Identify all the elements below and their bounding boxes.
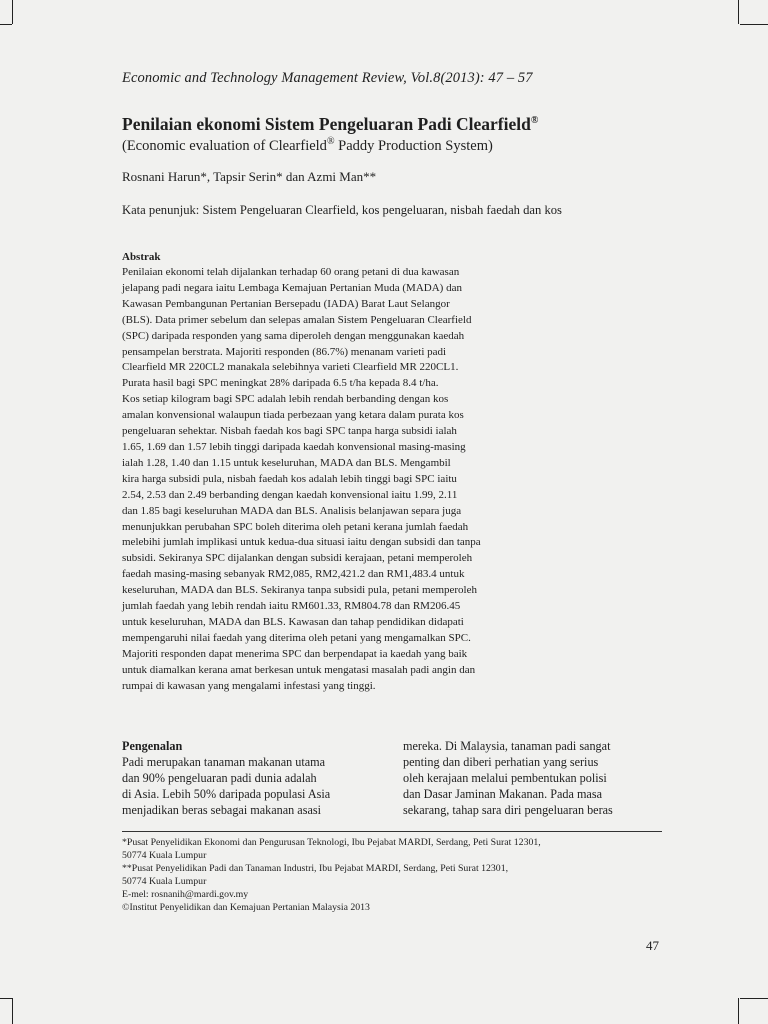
intro-right-column [403,738,663,818]
abstract-line: jelapang padi negara iaitu Lembaga Kemajuan Pertanian Muda (MADA) dan [122,281,462,294]
intro-line: sekarang, tahap sara diri pengeluaran beras [403,803,613,817]
abstract-line: kira harga subsidi pula, nisbah faedah kos adalah lebih tinggi bagi SPC iaitu [122,472,457,485]
intro-line: mereka. Di Malaysia, tanaman padi sangat [403,739,611,753]
intro-line: penting dan diberi perhatian yang serius [403,755,599,769]
article-subtitle [122,136,682,155]
abstract-line: Purata hasil bagi SPC meningkat 28% daripada 6.5 t/ha kepada 8.4 t/ha. [122,377,439,390]
crop-mark [0,998,12,999]
abstract-line: Penilaian ekonomi telah dijalankan terhadap 60 orang petani di dua kawasan [122,266,460,278]
abstract-line: Clearfield MR 220CL2 manakala selebihnya varieti Clearfield MR 220CL1. [122,361,459,374]
authors: Rosnani Harun*, Tapsir Serin* dan Azmi Man** [122,169,377,184]
intro-line: dan Dasar Jaminan Makanan. Pada masa [403,787,602,801]
article-title [122,114,682,135]
intro-line: oleh kerajaan melalui pembentukan polisi [403,771,607,785]
abstract-line: Kawasan Pembangunan Pertanian Bersepadu (IADA) Barat Laut Selangor [122,297,450,310]
footnote-email: E-mel: rosnanih@mardi.gov.my [122,889,249,900]
footnotes [122,836,662,914]
abstract-line: menunjukkan perubahan SPC boleh diterima oleh petani kerana jumlah faedah [122,520,469,533]
crop-mark [740,998,768,999]
footnote-divider [122,831,662,832]
crop-mark [738,0,739,24]
abstract-line: jumlah faedah yang lebih rendah iaitu RM601.33, RM804.78 dan RM206.45 [122,600,461,613]
intro-line: menjadikan beras sebagai makanan asasi [122,803,321,817]
crop-mark [0,24,12,25]
footnote-line: 50774 Kuala Lumpur [122,876,207,887]
subtitle-text-before: (Economic evaluation of Clearfield [122,137,327,154]
page-number: 47 [646,938,659,953]
title-text: Penilaian ekonomi Sistem Pengeluaran Padi Clearfield [122,114,531,134]
abstract-line: (BLS). Data primer sebelum dan selepas amalan Sistem Pengeluaran Clearfield [122,313,472,326]
abstract-body [122,265,562,694]
abstract-line: untuk diamalkan kerana amat berkesan untuk mengatasi masalah padi angin dan [122,663,476,676]
abstract-line: untuk keseluruhan, MADA dan BLS. Kawasan dan tahap pendidikan didapati [122,615,464,628]
abstract-line: ialah 1.28, 1.40 dan 1.15 untuk keseluruhan, MADA dan BLS. Mengambil [122,456,451,469]
registered-mark: ® [530,115,539,127]
crop-mark [12,998,13,1024]
abstract-line: subsidi. Sekiranya SPC dijalankan dengan subsidi kerajaan, petani memperoleh [122,552,473,565]
abstract-line: dan 1.85 bagi keseluruhan MADA dan BLS. Analisis belanjawan separa juga [122,504,462,517]
abstract-line: pengeluaran sehektar. Nisbah faedah kos bagi SPC tanpa harga subsidi ialah [122,425,457,438]
intro-line: di Asia. Lebih 50% daripada populasi Asia [122,787,331,801]
abstract-line: (SPC) daripada responden yang sama diperoleh dengan menggunakan kaedah [122,329,465,342]
intro-line: dan 90% pengeluaran padi dunia adalah [122,771,317,785]
footnote-line: **Pusat Penyelidikan Padi dan Tanaman Industri, Ibu Pejabat MARDI, Serdang, Peti Surat 12301, [122,863,509,874]
abstract-line: mempengaruhi nilai faedah yang diterima oleh petani yang mengamalkan SPC. [122,631,471,644]
subtitle-text-after: Paddy Production System) [334,137,493,154]
intro-left-column [122,738,372,818]
crop-mark [740,24,768,25]
abstract-heading: Abstrak [122,251,161,263]
abstract-line: 2.54, 2.53 dan 2.49 berbanding dengan kaedah konvensional iaitu 1.99, 2.11 [122,488,458,501]
journal-citation: Economic and Technology Management Review, Vol.8(2013): 47 – 57 [122,70,533,86]
subtitle-registered-mark: ® [326,136,335,147]
abstract-line: Kos setiap kilogram bagi SPC adalah lebih rendah berbanding dengan kos [122,393,449,406]
keywords: Kata penunjuk: Sistem Pengeluaran Clearfield, kos pengeluaran, nisbah faedah dan kos [122,203,562,217]
abstract-line: faedah masing-masing sebanyak RM2,085, RM2,421.2 dan RM1,483.4 untuk [122,568,465,581]
footnote-line: 50774 Kuala Lumpur [122,850,207,861]
abstract-line: keseluruhan, MADA dan BLS. Sekiranya tanpa subsidi pula, petani memperoleh [122,584,477,597]
abstract-line: 1.65, 1.69 dan 1.57 lebih tinggi daripada kaedah konvensional masing-masing [122,440,466,453]
footnote-line: *Pusat Penyelidikan Ekonomi dan Pengurusan Teknologi, Ibu Pejabat MARDI, Serdang, Peti Surat 12301, [122,837,541,848]
crop-mark [12,0,13,24]
intro-heading: Pengenalan [122,739,183,753]
abstract-line: rumpai di kawasan yang mengalami infestasi yang tinggi. [122,679,376,692]
crop-mark [738,998,739,1024]
footnote-copyright: ©Institut Penyelidikan dan Kemajuan Pertanian Malaysia 2013 [122,902,370,913]
abstract-line: Majoriti responden dapat menerima SPC dan berpendapat ia kaedah yang baik [122,647,468,660]
abstract-line: amalan konvensional walaupun tiada perbezaan yang ketara dalam purata kos [122,409,464,422]
abstract-line: pensampelan berstrata. Majoriti responden (86.7%) menanam varieti padi [122,345,447,358]
abstract-line: melebihi jumlah implikasi untuk kedua-dua situasi iaitu dengan subsidi dan tanpa [122,536,481,549]
intro-line: Padi merupakan tanaman makanan utama [122,755,326,769]
